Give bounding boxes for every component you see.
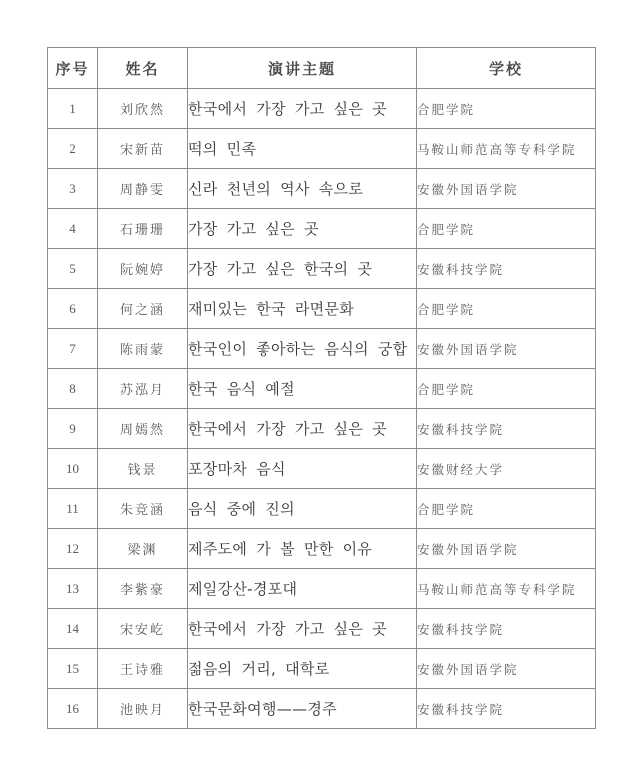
topic-cell: 가장 가고 싶은 곳 <box>188 209 417 249</box>
header-topic: 演讲主题 <box>188 48 417 89</box>
row-number-cell: 11 <box>48 489 98 529</box>
table-body <box>48 89 596 729</box>
row-number-cell: 2 <box>48 129 98 169</box>
school-cell: 合肥学院 <box>417 89 596 129</box>
name-cell: 苏泓月 <box>98 369 188 409</box>
row-number-cell: 5 <box>48 249 98 289</box>
row-number-cell: 7 <box>48 329 98 369</box>
name-cell: 朱竞涵 <box>98 489 188 529</box>
topic-cell: 한국문화여행——경주 <box>188 689 417 729</box>
table-row <box>48 209 596 249</box>
name-cell: 何之涵 <box>98 289 188 329</box>
row-number-cell: 16 <box>48 689 98 729</box>
topic-cell: 가장 가고 싶은 한국의 곳 <box>188 249 417 289</box>
school-cell: 安徽财经大学 <box>417 449 596 489</box>
school-cell: 合肥学院 <box>417 489 596 529</box>
name-cell: 王诗雅 <box>98 649 188 689</box>
school-cell: 安徽科技学院 <box>417 689 596 729</box>
name-cell: 宋安屹 <box>98 609 188 649</box>
name-cell: 石珊珊 <box>98 209 188 249</box>
header-school: 学校 <box>417 48 596 89</box>
school-cell: 安徽外国语学院 <box>417 649 596 689</box>
table-row <box>48 169 596 209</box>
topic-cell: 음식 중에 진의 <box>188 489 417 529</box>
school-cell: 安徽外国语学院 <box>417 529 596 569</box>
name-cell: 刘欣然 <box>98 89 188 129</box>
school-cell: 马鞍山师范高等专科学院 <box>417 129 596 169</box>
table-header-row <box>48 48 596 89</box>
table-row <box>48 569 596 609</box>
topic-cell: 한국에서 가장 가고 싶은 곳 <box>188 609 417 649</box>
name-cell: 李紫豪 <box>98 569 188 609</box>
topic-cell: 한국에서 가장 가고 싶은 곳 <box>188 89 417 129</box>
topic-cell: 제일강산-경포대 <box>188 569 417 609</box>
header-number: 序号 <box>48 48 98 89</box>
topic-cell: 포장마차 음식 <box>188 449 417 489</box>
table-row <box>48 609 596 649</box>
row-number-cell: 1 <box>48 89 98 129</box>
table-row <box>48 529 596 569</box>
name-cell: 钱景 <box>98 449 188 489</box>
school-cell: 合肥学院 <box>417 209 596 249</box>
school-cell: 安徽外国语学院 <box>417 329 596 369</box>
table-row <box>48 489 596 529</box>
row-number-cell: 6 <box>48 289 98 329</box>
school-cell: 安徽科技学院 <box>417 409 596 449</box>
row-number-cell: 8 <box>48 369 98 409</box>
name-cell: 周嫣然 <box>98 409 188 449</box>
name-cell: 池映月 <box>98 689 188 729</box>
name-cell: 周静雯 <box>98 169 188 209</box>
school-cell: 安徽科技学院 <box>417 249 596 289</box>
table-row <box>48 649 596 689</box>
row-number-cell: 10 <box>48 449 98 489</box>
row-number-cell: 13 <box>48 569 98 609</box>
school-cell: 安徽科技学院 <box>417 609 596 649</box>
table-row <box>48 449 596 489</box>
topic-cell: 한국 음식 예절 <box>188 369 417 409</box>
table-row <box>48 329 596 369</box>
row-number-cell: 14 <box>48 609 98 649</box>
topic-cell: 젊음의 거리, 대학로 <box>188 649 417 689</box>
row-number-cell: 15 <box>48 649 98 689</box>
name-cell: 陈雨蒙 <box>98 329 188 369</box>
table-row <box>48 89 596 129</box>
table-row <box>48 289 596 329</box>
table-row <box>48 129 596 169</box>
table-row <box>48 249 596 289</box>
school-cell: 合肥学院 <box>417 289 596 329</box>
row-number-cell: 4 <box>48 209 98 249</box>
topic-cell: 신라 천년의 역사 속으로 <box>188 169 417 209</box>
school-cell: 安徽外国语学院 <box>417 169 596 209</box>
school-cell: 合肥学院 <box>417 369 596 409</box>
table-row <box>48 369 596 409</box>
name-cell: 梁渊 <box>98 529 188 569</box>
name-cell: 宋新苗 <box>98 129 188 169</box>
table-row <box>48 689 596 729</box>
table-row <box>48 409 596 449</box>
topic-cell: 제주도에 가 볼 만한 이유 <box>188 529 417 569</box>
row-number-cell: 9 <box>48 409 98 449</box>
name-cell: 阮婉婷 <box>98 249 188 289</box>
speech-schedule-table <box>47 47 596 729</box>
topic-cell: 떡의 민족 <box>188 129 417 169</box>
topic-cell: 한국인이 좋아하는 음식의 궁합 <box>188 329 417 369</box>
row-number-cell: 3 <box>48 169 98 209</box>
topic-cell: 한국에서 가장 가고 싶은 곳 <box>188 409 417 449</box>
header-name: 姓名 <box>98 48 188 89</box>
school-cell: 马鞍山师范高等专科学院 <box>417 569 596 609</box>
row-number-cell: 12 <box>48 529 98 569</box>
topic-cell: 재미있는 한국 라면문화 <box>188 289 417 329</box>
